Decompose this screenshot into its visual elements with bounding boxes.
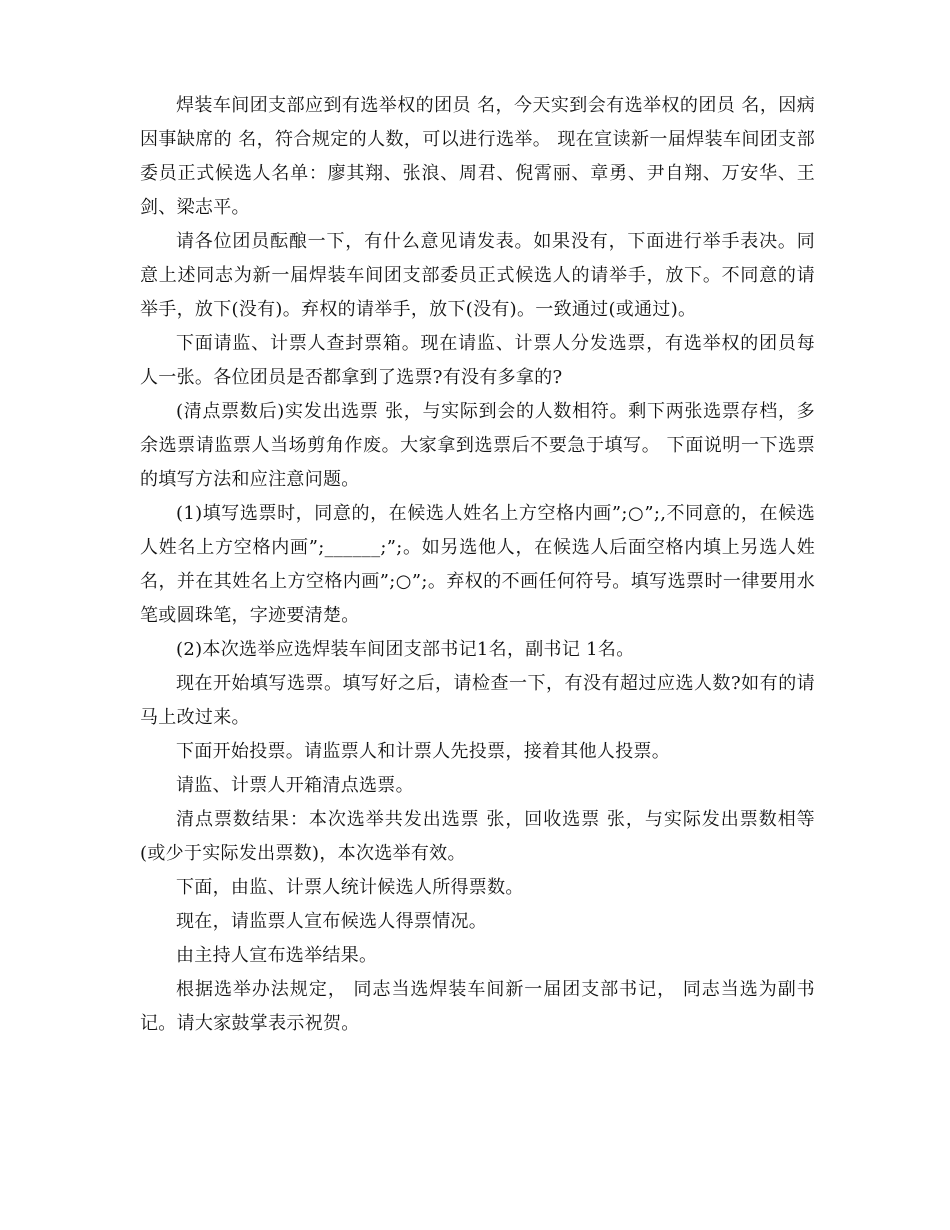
paragraph-ballot-count: (清点票数后)实发出选票 张，与实际到会的人数相符。剩下两张选票存档，多余选票请监票人当场剪角作废。大家拿到选票后不要急于填写。 下面说明一下选票的填写方法和应注意问题。 bbox=[140, 401, 815, 490]
paragraph-open-box: 请监、计票人开箱清点选票。 bbox=[176, 775, 414, 796]
paragraph-tally: 下面，由监、计票人统计候选人所得票数。 bbox=[176, 877, 524, 898]
paragraph-count-result: 清点票数结果：本次选举共发出选票 张，回收选票 张，与实际发出票数相等(或少于实际发出票数)，本次选举有效。 bbox=[140, 809, 815, 864]
paragraph-positions: (2)本次选举应选焊装车间团支部书记1名，副书记 1名。 bbox=[176, 639, 635, 660]
paragraph-start-filling: 现在开始填写选票。填写好之后，请检查一下，有没有超过应选人数?如有的请马上改过来。 bbox=[140, 673, 815, 728]
paragraph-fill-method: (1)填写选票时，同意的，在候选人姓名上方空格内画”;○”;,不同意的，在候选人姓名上方空格内画”;______;”;。如另选他人，在候选人后面空格内填上另选人姓名，并在其姓名上方空格内画”;○”;。弃权的不画任何符号。填写选票时一律要用水笔或圆珠笔，字迹要清楚。 bbox=[140, 503, 815, 626]
paragraph-start-voting: 下面开始投票。请监票人和计票人先投票，接着其他人投票。 bbox=[176, 741, 671, 762]
paragraph-elected: 根据选举办法规定， 同志当选焊装车间新一届团支部书记， 同志当选为副书记。请大家鼓掌表示祝贺。 bbox=[140, 979, 815, 1034]
paragraph-announce-votes: 现在，请监票人宣布候选人得票情况。 bbox=[176, 911, 488, 932]
paragraph-show-of-hands: 请各位团员酝酿一下，有什么意见请发表。如果没有，下面进行举手表决。同意上述同志为新一届焊装车间团支部委员正式候选人的请举手，放下。不同意的请举手，放下(没有)。弃权的请举手，放下(没有)。一致通过(或通过)。 bbox=[140, 231, 815, 320]
paragraph-quorum: 焊装车间团支部应到有选举权的团员 名，今天实到会有选举权的团员 名，因病因事缺席的 名，符合规定的人数，可以进行选举。 现在宣读新一届焊装车间团支部委员正式候选人名单：廖其翔、张浪、周君、倪霄丽、章勇、尹自翔、万安华、王剑、梁志平。 bbox=[140, 95, 815, 218]
paragraph-announce-result: 由主持人宣布选举结果。 bbox=[176, 945, 378, 966]
paragraph-ballot-box: 下面请监、计票人查封票箱。现在请监、计票人分发选票，有选举权的团员每人一张。各位团员是否都拿到了选票?有没有多拿的? bbox=[140, 333, 815, 388]
